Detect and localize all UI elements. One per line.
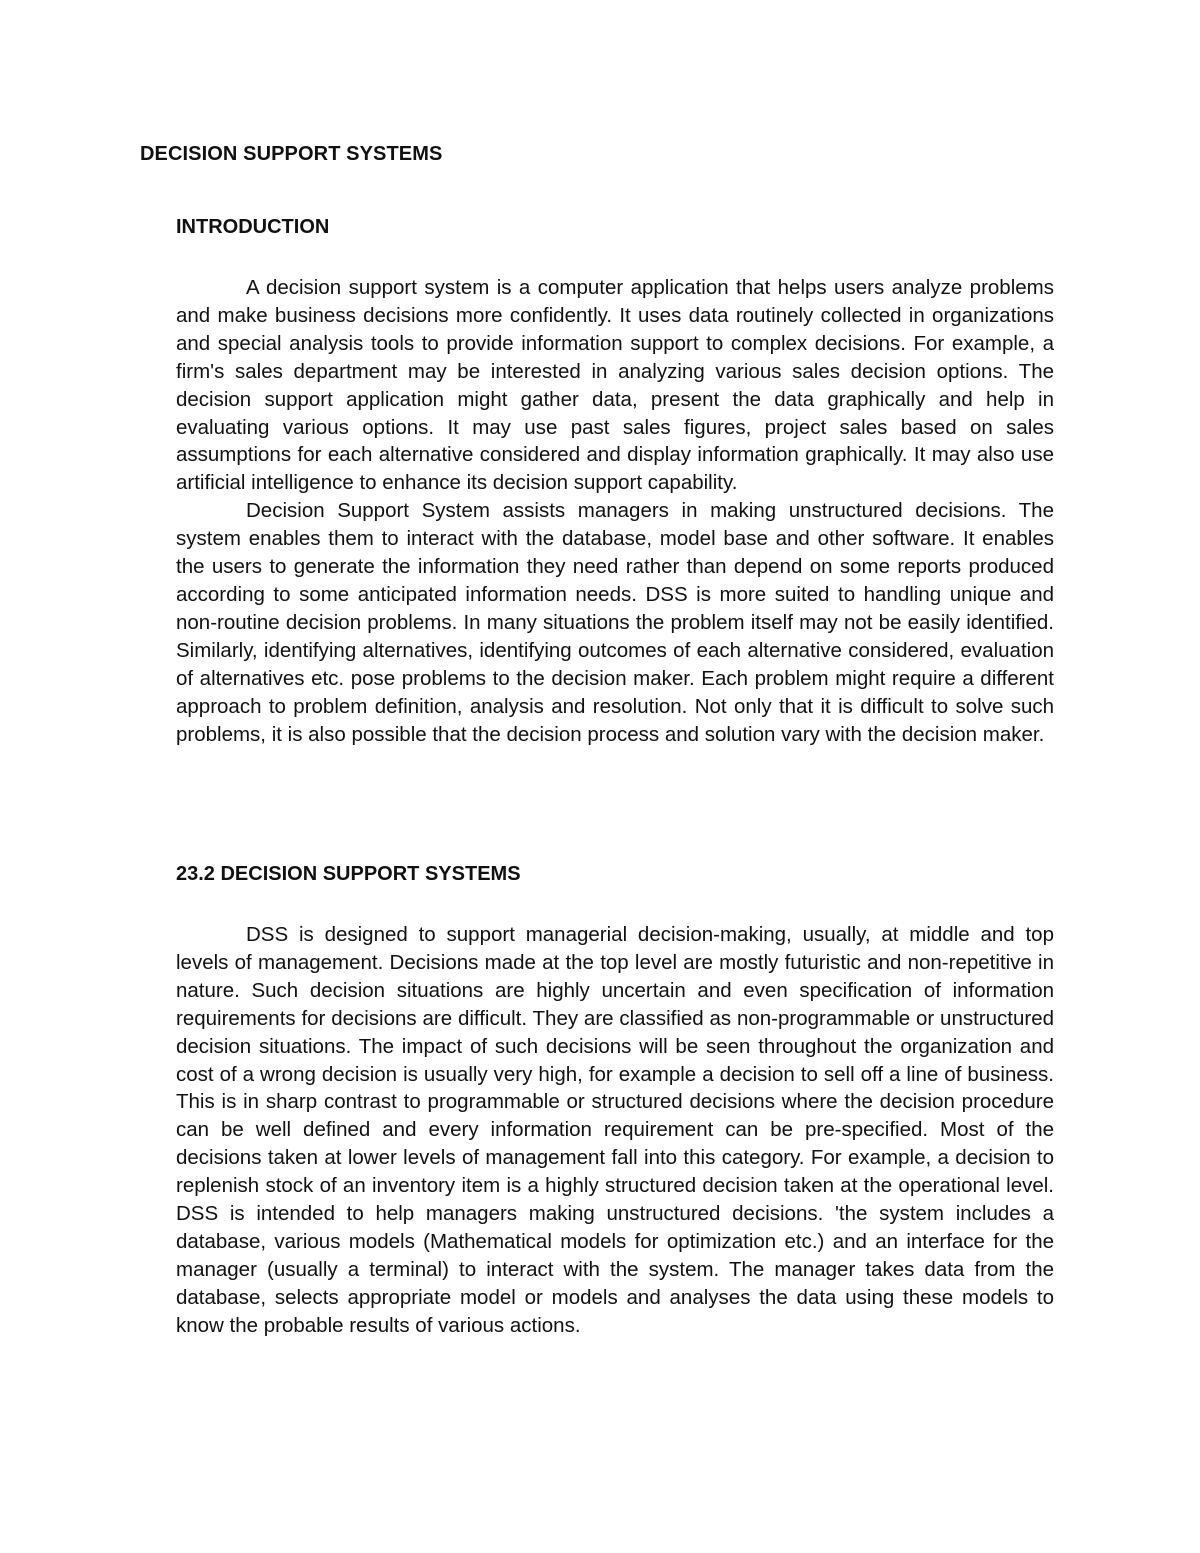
section-heading-introduction: INTRODUCTION [176,216,330,238]
section-heading-dss: 23.2 DECISION SUPPORT SYSTEMS [176,863,521,885]
introduction-body [176,274,1054,748]
paragraph: DSS is designed to support managerial decision-making, usually, at middle and top levels of management. Decisions made at the top level are mostly futuristic and non-repetitive in nature. Such decision situations are highly uncertain and even specification of information requirements for decisions are difficult. They are classified as non-programmable or unstructured decision situations. The impact of such decisions will be seen throughout the organization and cost of a wrong decision is usually very high, for example a decision to sell off a line of business. This is in sharp contrast to programmable or structured decisions where the decision procedure can be well defined and every information requirement can be pre-specified. Most of the decisions taken at lower levels of management fall into this category. For example, a decision to replenish stock of an inventory item is a highly structured decision taken at the operational level. DSS is intended to help managers making unstructured decisions. 'the system includes a database, various models (Mathematical models for optimization etc.) and an interface for the manager (usually a terminal) to interact with the system. The manager takes data from the database, selects appropriate model or models and analyses the data using these models to know the probable results of various actions. [176,923,1054,1337]
dss-section-body [176,921,1054,1340]
paragraph: A decision support system is a computer application that helps users analyze problems and make business decisions more confidently. It uses data routinely collected in organizations and special analysis tools to provide information support to complex decisions. For example, a firm's sales department may be interested in analyzing various sales decision options. The decision support application might gather data, present the data graphically and help in evaluating various options. It may use past sales figures, project sales based on sales assumptions for each alternative considered and display information graphically. It may also use artificial intelligence to enhance its decision support capability. [176,276,1054,495]
paragraph: Decision Support System assists managers in making unstructured decisions. The system enables them to interact with the database, model base and other software. It enables the users to generate the information they need rather than depend on some reports produced according to some anticipated information needs. DSS is more suited to handling unique and non-routine decision problems. In many situations the problem itself may not be easily identified. Similarly, identifying alternatives, identifying outcomes of each alternative considered, evaluation of alternatives etc. pose problems to the decision maker. Each problem might require a different approach to problem definition, analysis and resolution. Not only that it is difficult to solve such problems, it is also possible that the decision process and solution vary with the decision maker. [176,499,1054,746]
document-title: DECISION SUPPORT SYSTEMS [140,143,443,165]
